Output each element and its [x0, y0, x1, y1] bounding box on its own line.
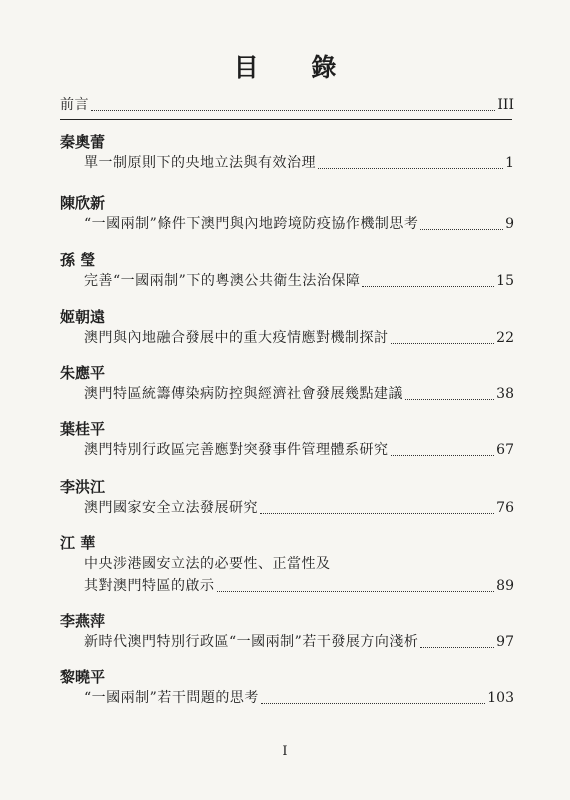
toc-entry [60, 132, 514, 174]
entry-title: 前言 [60, 97, 89, 113]
entry-title: “一國兩制”條件下澳門與內地跨境防疫協作機制思考 [84, 216, 419, 232]
toc-line [60, 152, 514, 174]
toc-entry [60, 363, 514, 405]
page-number: 97 [496, 634, 514, 650]
toc-line [60, 94, 514, 116]
page-number: 89 [496, 578, 514, 594]
entry-title: 單一制原則下的央地立法與有效治理 [84, 155, 316, 171]
toc-entry [60, 611, 514, 653]
author-name: 江 華 [60, 534, 96, 552]
toc-entry [60, 667, 514, 709]
toc-line [60, 439, 514, 461]
toc-line [60, 631, 514, 653]
entry-title-cont: 其對澳門特區的啟示 [84, 578, 215, 594]
entry-title: 澳門特別行政區完善應對突發事件管理體系研究 [84, 442, 389, 458]
toc-entry-preface [60, 94, 514, 116]
dot-leader [91, 110, 495, 111]
page-number: 1 [505, 155, 514, 171]
entry-title: 新時代澳門特別行政區“一國兩制”若干發展方向淺析 [84, 634, 419, 650]
folio-page-number: I [282, 744, 288, 759]
entry-title: “一國兩制”若干問題的思考 [84, 690, 259, 706]
dot-leader [420, 647, 494, 648]
page-number: 38 [496, 386, 514, 402]
toc-entry [60, 477, 514, 519]
toc-entry [60, 419, 514, 461]
toc-line [60, 497, 514, 519]
divider [60, 119, 512, 120]
page-number: 67 [496, 442, 514, 458]
toc-line [60, 270, 514, 292]
dot-leader [405, 399, 494, 400]
author-name: 李洪江 [60, 478, 106, 496]
dot-leader [420, 229, 503, 230]
entry-title: 中央涉港國安立法的必要性、正當性及 [84, 556, 331, 572]
page-number: III [497, 97, 514, 113]
toc-line [60, 687, 514, 709]
entry-title: 澳門國家安全立法發展研究 [84, 500, 258, 516]
author-name: 李燕萍 [60, 612, 106, 630]
toc-line [60, 327, 514, 349]
author-name: 孫 瑩 [60, 251, 96, 269]
entry-title: 完善“一國兩制”下的粵澳公共衛生法治保障 [84, 273, 361, 289]
page-title: 目 錄 [233, 53, 359, 82]
author-name: 朱應平 [60, 364, 106, 382]
toc-entry [60, 193, 514, 235]
author-name: 陳欣新 [60, 194, 106, 212]
entry-title: 澳門特區統籌傳染病防控與經濟社會發展幾點建議 [84, 386, 403, 402]
author-name: 黎曉平 [60, 668, 106, 686]
dot-leader [261, 703, 485, 704]
author-name: 秦奧蕾 [60, 133, 106, 151]
toc-entry [60, 533, 514, 597]
author-name: 姬朝遠 [60, 308, 106, 326]
toc-line [60, 575, 514, 597]
dot-leader [260, 513, 494, 514]
page-number: 15 [496, 273, 514, 289]
dot-leader [217, 591, 495, 592]
page-number: 9 [505, 216, 514, 232]
toc-line [60, 553, 514, 575]
page-number: 103 [487, 690, 514, 706]
toc-entry [60, 250, 514, 292]
toc-entry [60, 307, 514, 349]
author-name: 葉桂平 [60, 420, 106, 438]
dot-leader [362, 286, 494, 287]
dot-leader [391, 343, 495, 344]
dot-leader [318, 168, 503, 169]
entry-title: 澳門與內地融合發展中的重大疫情應對機制探討 [84, 330, 389, 346]
toc-line [60, 383, 514, 405]
page-number: 22 [496, 330, 514, 346]
toc-line [60, 213, 514, 235]
page-number: 76 [496, 500, 514, 516]
dot-leader [391, 455, 495, 456]
